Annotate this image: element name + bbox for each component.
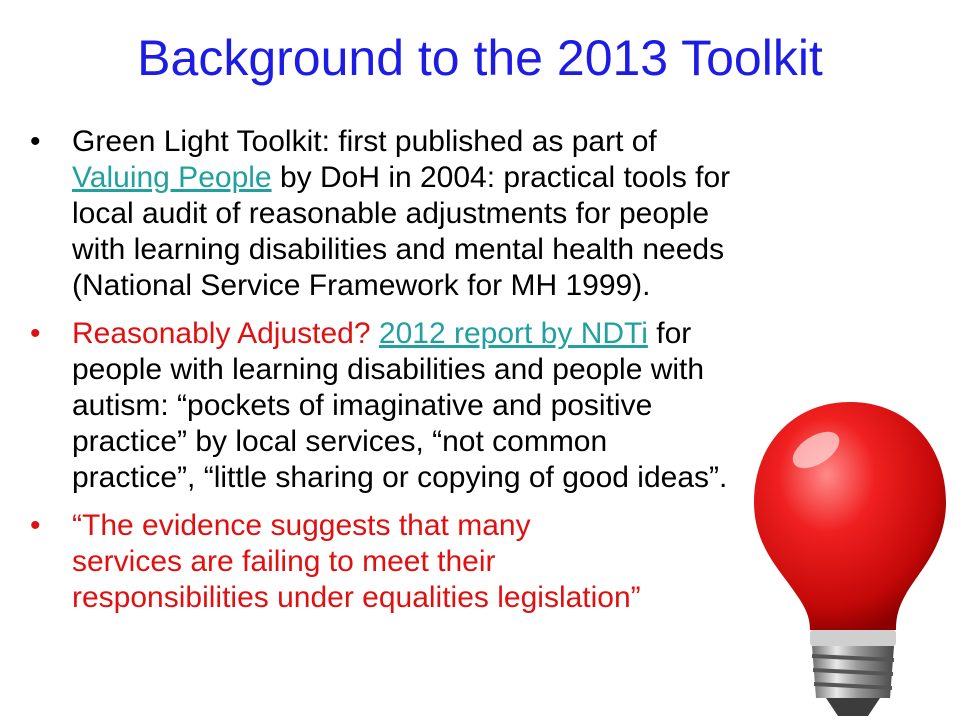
text-line: responsibilities under equalities legislation”	[72, 581, 641, 614]
text-line: Valuing People by DoH in 2004: practical tools for	[72, 161, 731, 194]
text-line: services are failing to meet their	[72, 545, 496, 578]
text-line: local audit of reasonable adjustments for people	[72, 197, 710, 230]
bullet-list	[30, 124, 910, 628]
text-line: “The evidence suggests that many	[72, 509, 531, 542]
text-line: practice” by local services, “not common	[72, 425, 608, 458]
bullet-marker: •	[30, 317, 41, 350]
bullet-marker: •	[30, 509, 41, 542]
text-line: (National Service Framework for MH 1999).	[72, 269, 651, 302]
slide-title: Background to the 2013 Toolkit	[137, 30, 823, 86]
text-line: with learning disabilities and mental health needs	[72, 233, 725, 266]
text-line: Green Light Toolkit: first published as part of	[72, 125, 657, 158]
bullet-marker: •	[30, 125, 41, 158]
text-line: autism: “pockets of imaginative and positive	[72, 389, 653, 422]
bullet-item-evidence-quote	[30, 508, 910, 616]
valuing-people-link[interactable]: Valuing People	[72, 161, 272, 194]
text-line: Reasonably Adjusted? 2012 report by NDTi for	[72, 317, 692, 350]
text-line: practice”, “little sharing or copying of good ideas”.	[72, 461, 728, 494]
ndti-report-link[interactable]: 2012 report by NDTi	[378, 317, 648, 350]
bullet-item-reasonably-adjusted	[30, 316, 910, 496]
reasonably-adjusted-heading: Reasonably Adjusted?	[72, 317, 379, 350]
bullet-item-green-light	[30, 124, 910, 304]
text-line: people with learning disabilities and people with	[72, 353, 705, 386]
